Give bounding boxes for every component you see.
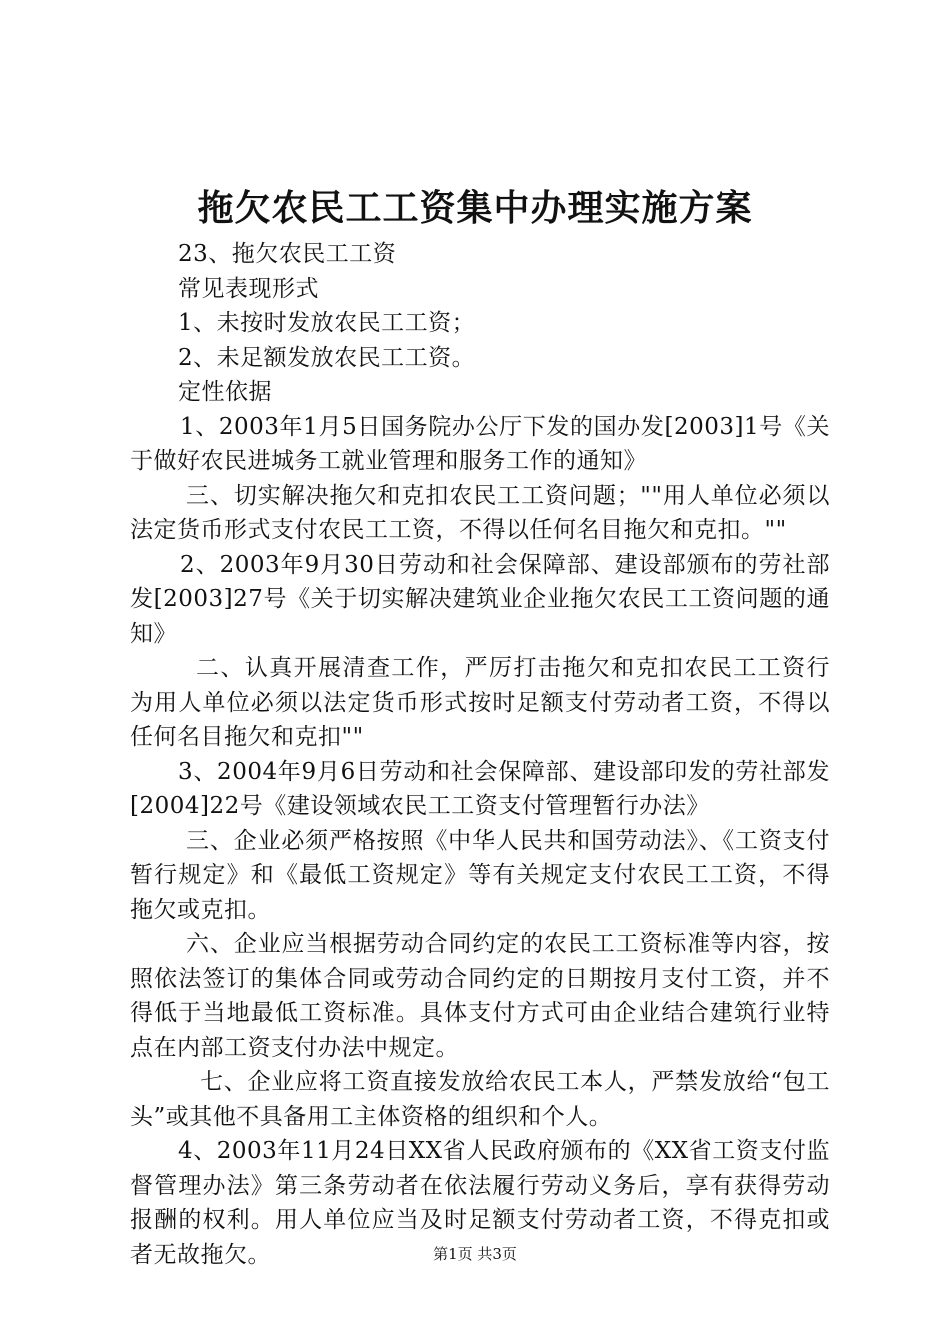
paragraph-3: 1、未按时发放农民工工资；: [178, 310, 476, 336]
paragraph-10: 3、2004年9月6日劳动和社会保障部、建设部印发的劳社部发[2004]22号《建设领域农民工工资支付管理暂行办法》: [130, 758, 830, 819]
paragraph-9: 二、认真开展清查工作，严厉打击拖欠和克扣农民工工资行为用人单位必须以法定货币形式按时足额支付劳动者工资，不得以任何名目拖欠和克扣"": [130, 655, 830, 750]
paragraph-5: 定性依据: [178, 379, 272, 405]
paragraph-12: 六、企业应当根据劳动合同约定的农民工工资标准等内容，按照依法签订的集体合同或劳动合同约定的日期按月支付工资，并不得低于当地最低工资标准。具体支付方式可由企业结合建筑行业特点在内部工资支付办法中规定。: [130, 931, 830, 1061]
paragraph-13: 七、企业应将工资直接发放给农民工本人，严禁发放给“包工头”或其他不具备用工主体资格的组织和个人。: [130, 1069, 830, 1130]
paragraph-11: 三、企业必须严格按照《中华人民共和国劳动法》、《工资支付暂行规定》和《最低工资规定》等有关规定支付农民工工资，不得拖欠或克扣。: [130, 827, 830, 923]
paragraph-6: 1、2003年1月5日国务院办公厅下发的国办发[2003]1号《关于做好农民进城务工就业管理和服务工作的通知》: [130, 413, 830, 474]
paragraph-1: 23、拖欠农民工工资: [178, 241, 397, 267]
page-number: 第1页 共3页: [433, 1245, 517, 1263]
paragraph-4: 2、未足额发放农民工工资。: [178, 344, 476, 371]
document-title: 拖欠农民工工资集中办理实施方案: [197, 187, 753, 229]
paragraph-2: 常见表现形式: [178, 275, 319, 302]
paragraph-8: 2、2003年9月30日劳动和社会保障部、建设部颁布的劳社部发[2003]27号《关于切实解决建筑业企业拖欠农民工工资问题的通知》: [130, 551, 830, 647]
paragraph-14: 4、2003年11月24日XX省人民政府颁布的《XX省工资支付监督管理办法》第三条劳动者在依法履行劳动义务后，享有获得劳动报酬的权利。用人单位应当及时足额支付劳动者工资，不得克扣或者无故拖欠。: [130, 1138, 830, 1268]
paragraph-7: 三、切实解决拖欠和克扣农民工工资问题；""用人单位必须以法定货币形式支付农民工工资，不得以任何名目拖欠和克扣。"": [130, 482, 830, 543]
document-body: [130, 237, 830, 1272]
